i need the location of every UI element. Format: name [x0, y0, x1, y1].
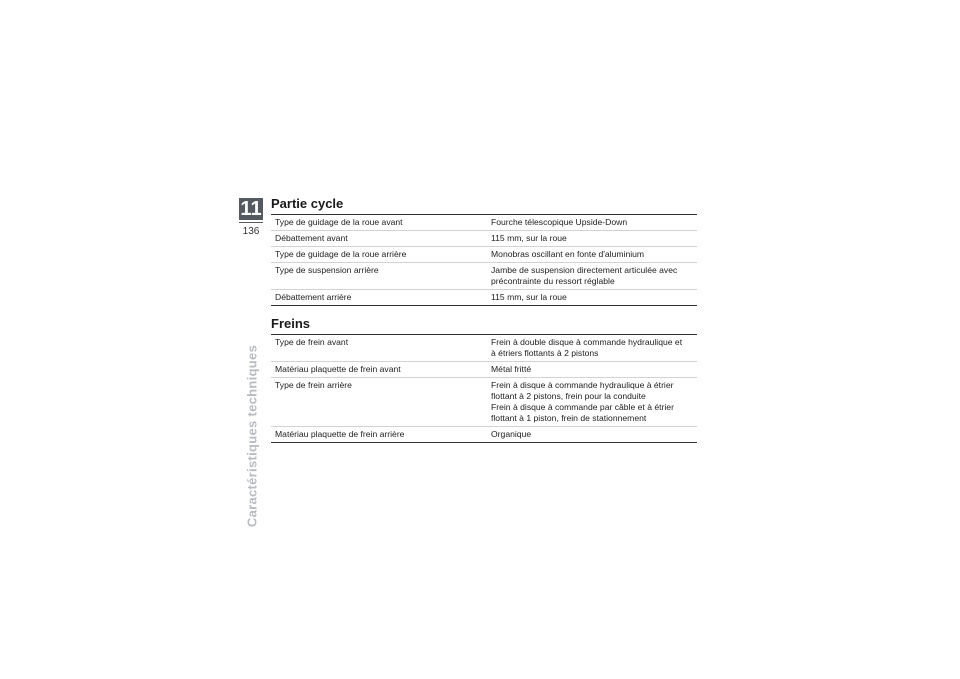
chapter-divider: [239, 222, 263, 223]
table-row: [271, 215, 697, 231]
spec-table-partie-cycle: [271, 214, 697, 306]
table-row: [271, 335, 697, 362]
spec-value: 115 mm, sur la roue: [487, 290, 697, 306]
spec-value: 115 mm, sur la roue: [487, 231, 697, 247]
spec-label: Matériau plaquette de frein arrière: [271, 427, 487, 443]
spec-value: Organique: [487, 427, 697, 443]
spec-label: Type de guidage de la roue avant: [271, 215, 487, 231]
table-row: [271, 247, 697, 263]
chapter-number: 11: [240, 198, 262, 220]
section-title-freins: Freins: [271, 316, 311, 331]
spec-label: Type de frein arrière: [271, 378, 487, 427]
spec-label: Type de guidage de la roue arrière: [271, 247, 487, 263]
section-title-partie-cycle: Partie cycle: [271, 196, 344, 211]
spec-value: Frein à double disque à commande hydraulique et à étriers flottants à 2 pistons: [487, 335, 697, 362]
table-row: [271, 362, 697, 378]
page-content: [271, 196, 697, 443]
chapter-title: Caractéristiques techniques: [244, 344, 260, 528]
table-row: [271, 231, 697, 247]
table-row: [271, 378, 697, 427]
spec-label: Type de frein avant: [271, 335, 487, 362]
spec-label: Type de suspension arrière: [271, 263, 487, 290]
spec-value: Jambe de suspension directement articulée avec précontrainte du ressort réglable: [487, 263, 697, 290]
table-row: [271, 427, 697, 443]
table-row: [271, 263, 697, 290]
spec-table-freins: [271, 334, 697, 443]
table-row: [271, 290, 697, 306]
spec-value: Monobras oscillant en fonte d'aluminium: [487, 247, 697, 263]
spec-label: Matériau plaquette de frein avant: [271, 362, 487, 378]
spec-value: Métal fritté: [487, 362, 697, 378]
spec-value: Fourche télescopique Upside-Down: [487, 215, 697, 231]
spec-value: Frein à disque à commande hydraulique à étrier flottant à 2 pistons, frein pour la conduite Frein à disque à commande par câble et à étrier flottant à 1 piston, frein de stationnement: [487, 378, 697, 427]
page-number: 136: [242, 226, 260, 237]
spec-label: Débattement arrière: [271, 290, 487, 306]
spec-label: Débattement avant: [271, 231, 487, 247]
